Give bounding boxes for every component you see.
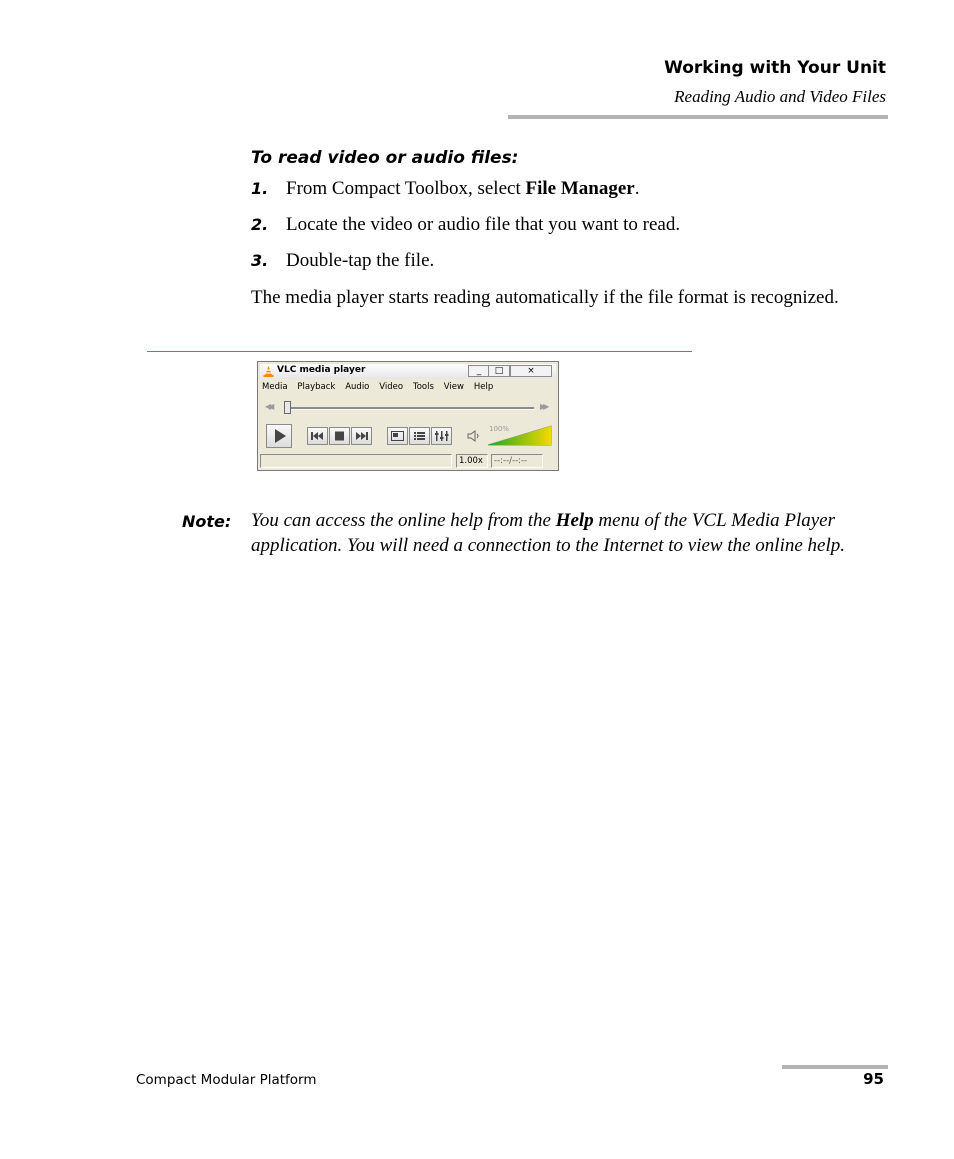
seek-forward-icon[interactable]: ▶▶ <box>540 402 547 411</box>
step-number: 2. <box>251 215 269 234</box>
status-speed[interactable]: 1.00x <box>456 454 488 468</box>
next-button[interactable] <box>351 427 372 445</box>
stop-button[interactable] <box>329 427 350 445</box>
header-rule <box>508 115 888 119</box>
step-text-bold: File Manager <box>525 178 635 199</box>
vlc-menu-bar <box>262 382 500 395</box>
extended-settings-icon <box>432 428 451 444</box>
step-text: Double-tap the file. <box>286 250 435 271</box>
vlc-title-bar[interactable] <box>260 364 556 379</box>
note-label: Note: <box>182 512 232 531</box>
status-bar <box>260 453 556 469</box>
step-number: 1. <box>251 179 269 198</box>
step-text <box>286 178 639 200</box>
step-text: Locate the video or audio file that you want to read. <box>286 214 681 235</box>
close-button[interactable]: × <box>510 365 552 377</box>
menu-view[interactable]: View <box>443 382 464 392</box>
note-text <box>251 509 871 558</box>
result-paragraph: The media player starts reading automatically if the file format is recognized. <box>251 287 839 308</box>
next-icon <box>352 428 371 444</box>
play-button[interactable] <box>266 424 292 448</box>
previous-button[interactable] <box>307 427 328 445</box>
page-number: 95 <box>863 1070 884 1088</box>
separator-line <box>147 351 692 352</box>
procedure-title: To read video or audio files: <box>251 148 519 168</box>
vlc-cone-icon <box>263 366 274 377</box>
playlist-button[interactable] <box>409 427 430 445</box>
footer-product-name: Compact Modular Platform <box>136 1072 317 1088</box>
note-text-bold: Help <box>555 510 594 531</box>
menu-media[interactable]: Media <box>262 382 288 392</box>
status-time[interactable]: --:--/--:-- <box>491 454 543 468</box>
vlc-window-title: VLC media player <box>277 365 366 375</box>
running-header-subtitle: Reading Audio and Video Files <box>674 87 886 106</box>
volume-label: 100% <box>489 425 510 433</box>
seek-back-icon[interactable]: ◀◀ <box>265 402 272 411</box>
step-text-suffix: . <box>634 178 640 199</box>
menu-video[interactable]: Video <box>379 382 404 392</box>
play-icon <box>267 425 291 447</box>
stop-icon <box>330 428 349 444</box>
speaker-icon[interactable] <box>467 429 481 443</box>
extended-settings-button[interactable] <box>431 427 452 445</box>
playlist-icon <box>410 428 429 444</box>
maximize-button[interactable]: □ <box>488 365 510 377</box>
previous-icon <box>308 428 327 444</box>
menu-help[interactable]: Help <box>473 382 494 392</box>
seek-bar <box>260 400 556 416</box>
step-number: 3. <box>251 251 269 270</box>
status-main <box>260 454 452 468</box>
vlc-window <box>257 361 559 471</box>
minimize-button[interactable]: _ <box>468 365 490 377</box>
step-text-prefix: From Compact Toolbox, select <box>286 178 526 199</box>
seek-thumb[interactable] <box>284 401 291 414</box>
footer-rule <box>782 1065 888 1069</box>
menu-audio[interactable]: Audio <box>345 382 370 392</box>
note-text-suffix: menu of the VCL Media Player application. You will need a connection to the Internet to view the online help. <box>251 510 846 556</box>
fullscreen-button[interactable] <box>387 427 408 445</box>
menu-tools[interactable]: Tools <box>412 382 434 392</box>
note-text-prefix: You can access the online help from the <box>251 510 556 531</box>
fullscreen-icon <box>388 428 407 444</box>
menu-playback[interactable]: Playback <box>297 382 336 392</box>
running-header-title: Working with Your Unit <box>664 58 886 78</box>
seek-track[interactable] <box>284 407 534 410</box>
